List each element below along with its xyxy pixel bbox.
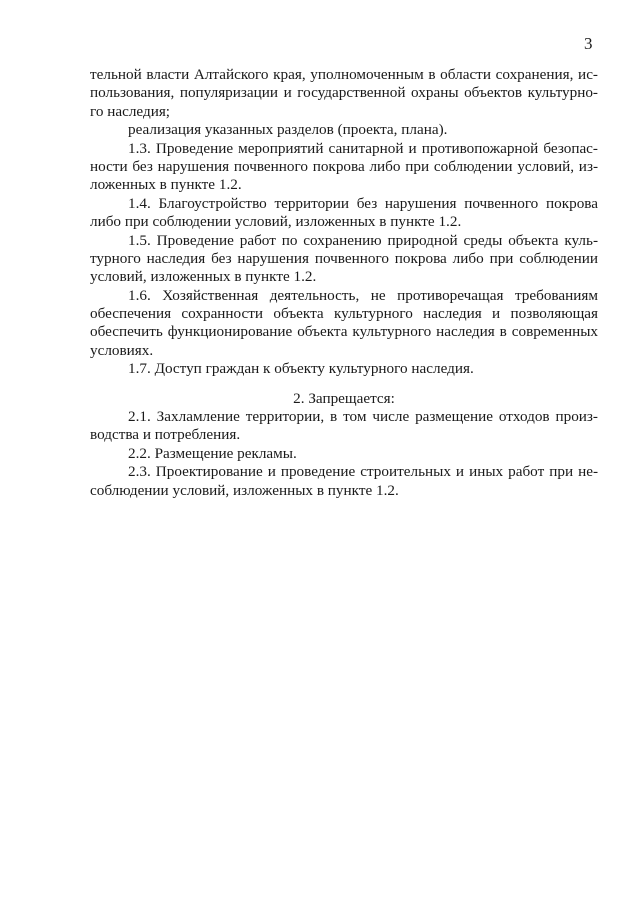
text-line: 1.3. Проведение мероприятий санитарной и противопожарной безопас-: [128, 139, 598, 157]
text-line: турного наследия без нарушения почвенного покрова либо при соблюдении: [90, 249, 598, 267]
text-line: либо при соблюдении условий, изложенных в пункте 1.2.: [90, 213, 462, 231]
text-line: ложенных в пункте 1.2.: [90, 176, 242, 194]
text-line: ности без нарушения почвенного покрова либо при соблюдении условий, из-: [90, 157, 598, 175]
paragraph-item-1-6: [90, 287, 598, 361]
text-line: 2.2. Размещение рекламы.: [128, 444, 297, 462]
text-line: условиях.: [90, 341, 154, 359]
text-line: тельной власти Алтайского края, уполномоченным в области сохранения, ис-: [90, 66, 598, 83]
text-line: обеспечить функционирование объекта культурного наследия в современных: [90, 323, 598, 341]
text-line: условий, изложенных в пункте 1.2.: [90, 268, 317, 286]
page-number: 3: [584, 34, 593, 53]
paragraph-item-2-3: [90, 463, 598, 500]
paragraph-item-1-7: [90, 360, 598, 378]
text-line: обеспечения сохранности объекта культурного наследия и позволяющая: [90, 305, 598, 323]
text-line: 1.7. Доступ граждан к объекту культурного наследия.: [128, 360, 474, 378]
text-line: реализация указанных разделов (проекта, плана).: [128, 121, 448, 139]
text-line: соблюдении условий, изложенных в пункте 1.2.: [90, 481, 399, 499]
text-line: 1.6. Хозяйственная деятельность, не противоречащая требованиям: [128, 286, 598, 304]
paragraph-item-2-2: [90, 445, 598, 463]
paragraph-item-1-4: [90, 195, 598, 232]
paragraph-realization: [90, 121, 598, 139]
section-heading: 2. Запрещается:: [293, 389, 395, 407]
text-line: 1.5. Проведение работ по сохранению природной среды объекта куль-: [128, 231, 598, 249]
paragraph-item-1-3: [90, 140, 598, 195]
paragraph-intro: [90, 66, 598, 121]
text-line: пользования, популяризации и государственной охраны объектов культурно-: [90, 84, 598, 102]
paragraph-item-1-5: [90, 232, 598, 287]
paragraph-item-2-1: [90, 408, 598, 445]
text-line: 1.4. Благоустройство территории без нарушения почвенного покрова: [128, 194, 598, 212]
text-line: 2.1. Захламление территории, в том числе размещение отходов произ-: [128, 408, 598, 426]
text-line: водства и потребления.: [90, 426, 241, 444]
text-line: го наследия;: [90, 102, 171, 120]
document-body: [90, 66, 598, 500]
text-line: 2.3. Проектирование и проведение строительных и иных работ при не-: [128, 463, 598, 481]
